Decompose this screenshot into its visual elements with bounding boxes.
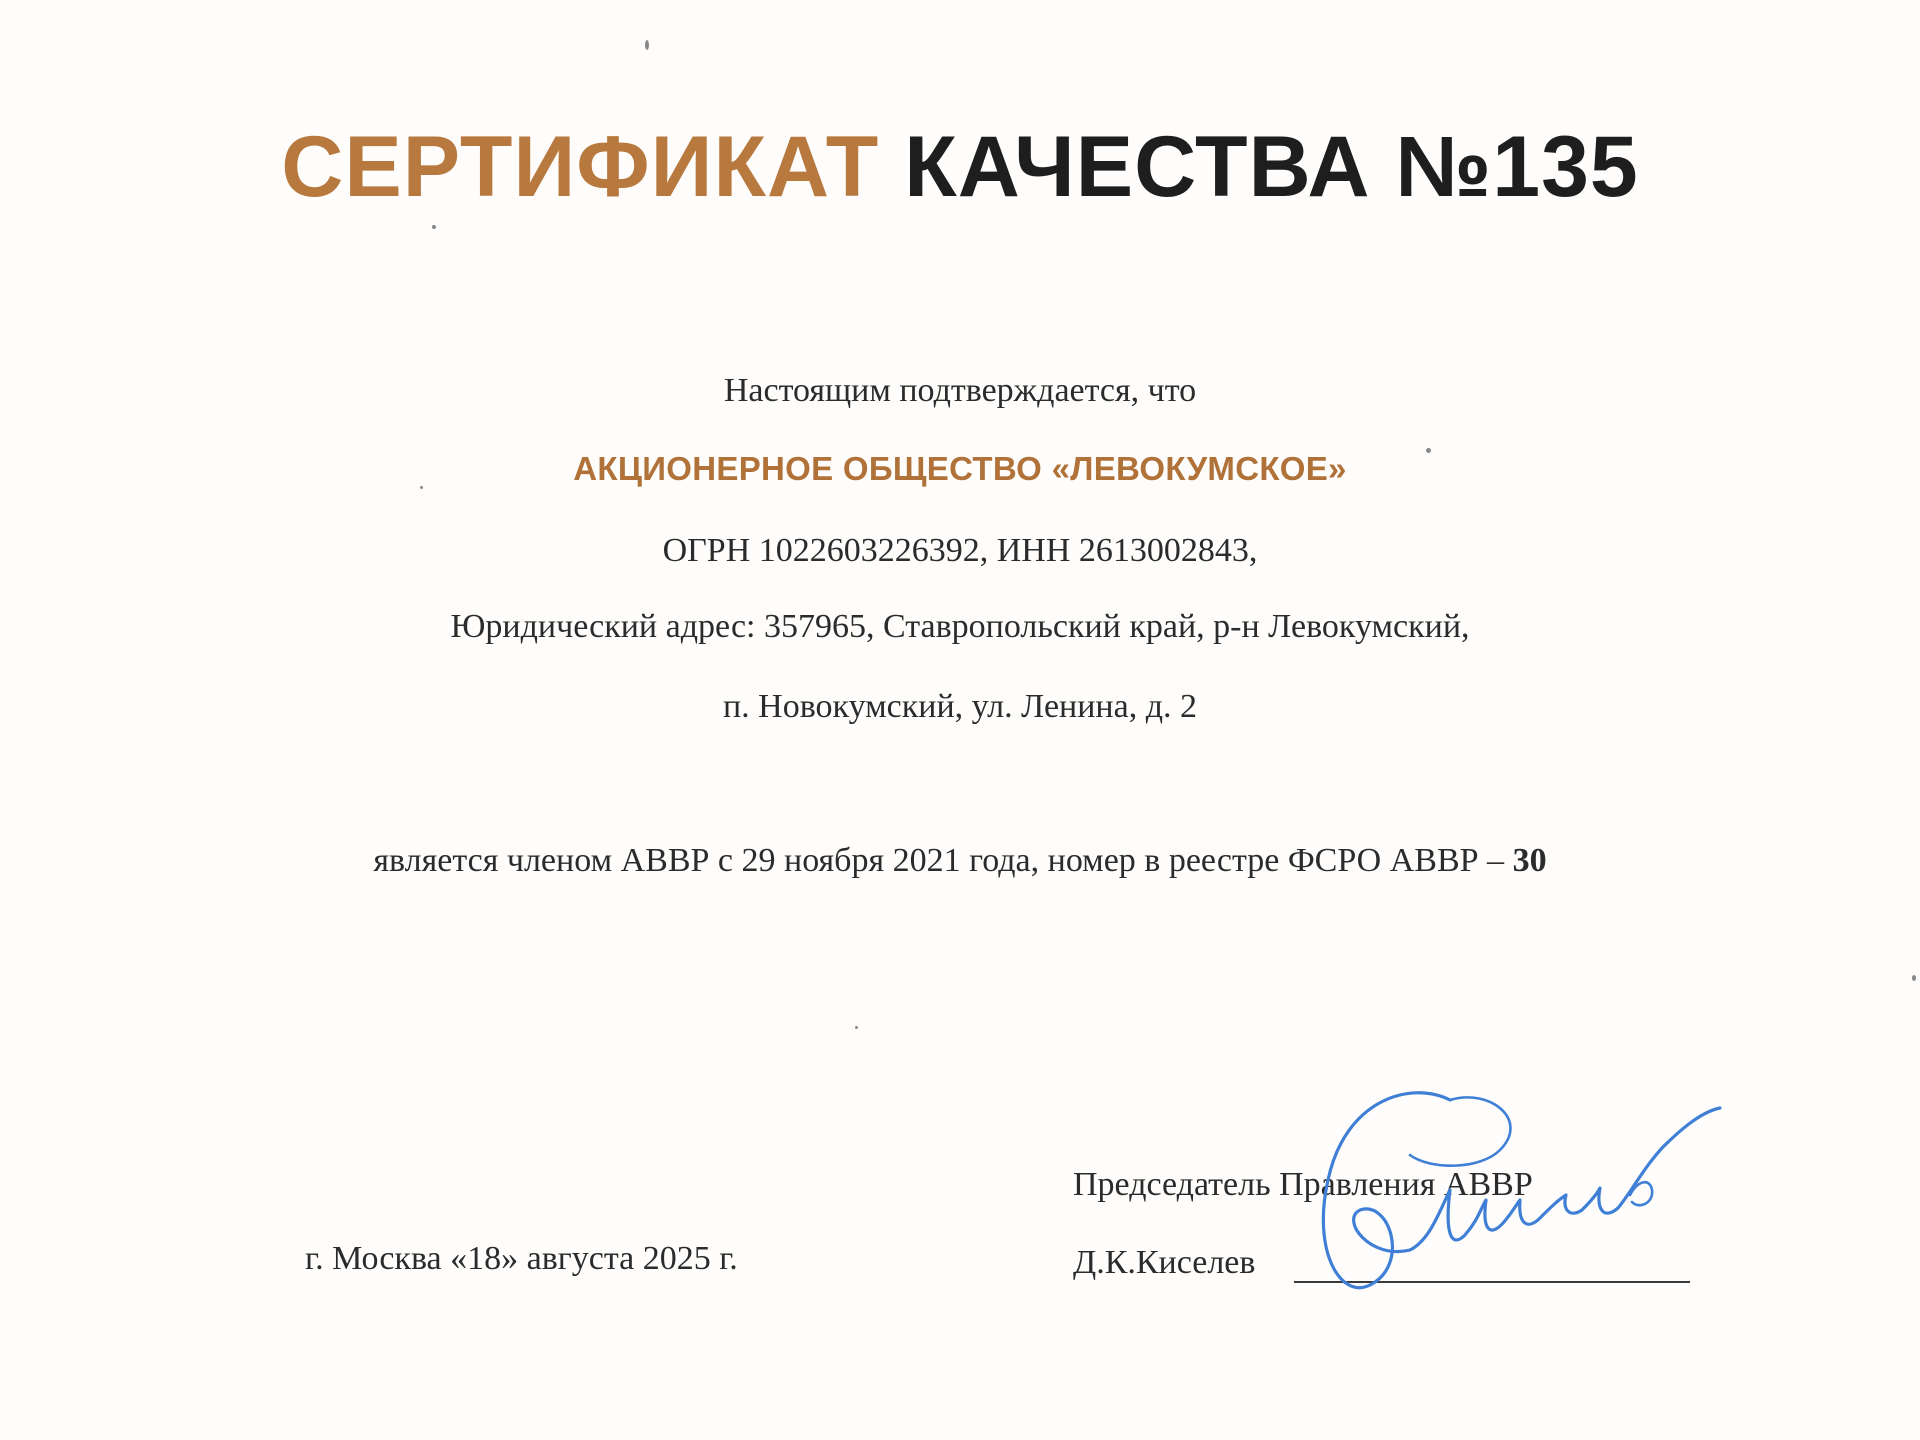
legal-address-line-2: п. Новокумский, ул. Ленина, д. 2 [722, 688, 1198, 725]
intro-text: Настоящим подтверждается, что [723, 372, 1197, 409]
chairman-role: Председатель Правления АВВР [1073, 1166, 1533, 1203]
scan-speck [1426, 448, 1431, 453]
title-accent: СЕРТИФИКАТ [281, 119, 880, 215]
city-date: г. Москва «18» августа 2025 г. [305, 1240, 738, 1277]
scan-speck [432, 225, 436, 229]
registry-number: 30 [1512, 842, 1547, 879]
title-main: КАЧЕСТВА №135 [904, 119, 1639, 215]
signature-stroke-main [1323, 1093, 1720, 1288]
scan-speck [855, 1026, 858, 1029]
chairman-name: Д.К.Киселев [1073, 1244, 1256, 1281]
ogrn-inn: ОГРН 1022603226392, ИНН 2613002843, [662, 532, 1258, 569]
signature-stroke-loop [1410, 1097, 1510, 1165]
scan-speck [420, 486, 423, 489]
scan-speck [1912, 975, 1916, 981]
company-name: АКЦИОНЕРНОЕ ОБЩЕСТВО «ЛЕВОКУМСКОЕ» [573, 450, 1347, 487]
scan-speck [645, 40, 649, 50]
handwritten-signature [1300, 1060, 1740, 1310]
membership-statement [0, 842, 1920, 880]
membership-text: является членом АВВР с 29 ноября 2021 года, номер в реестре ФСРО АВВР – [373, 842, 1513, 879]
legal-address-line-1: Юридический адрес: 357965, Ставропольский край, р-н Левокумский, [450, 608, 1470, 645]
certificate-title [0, 118, 1920, 217]
